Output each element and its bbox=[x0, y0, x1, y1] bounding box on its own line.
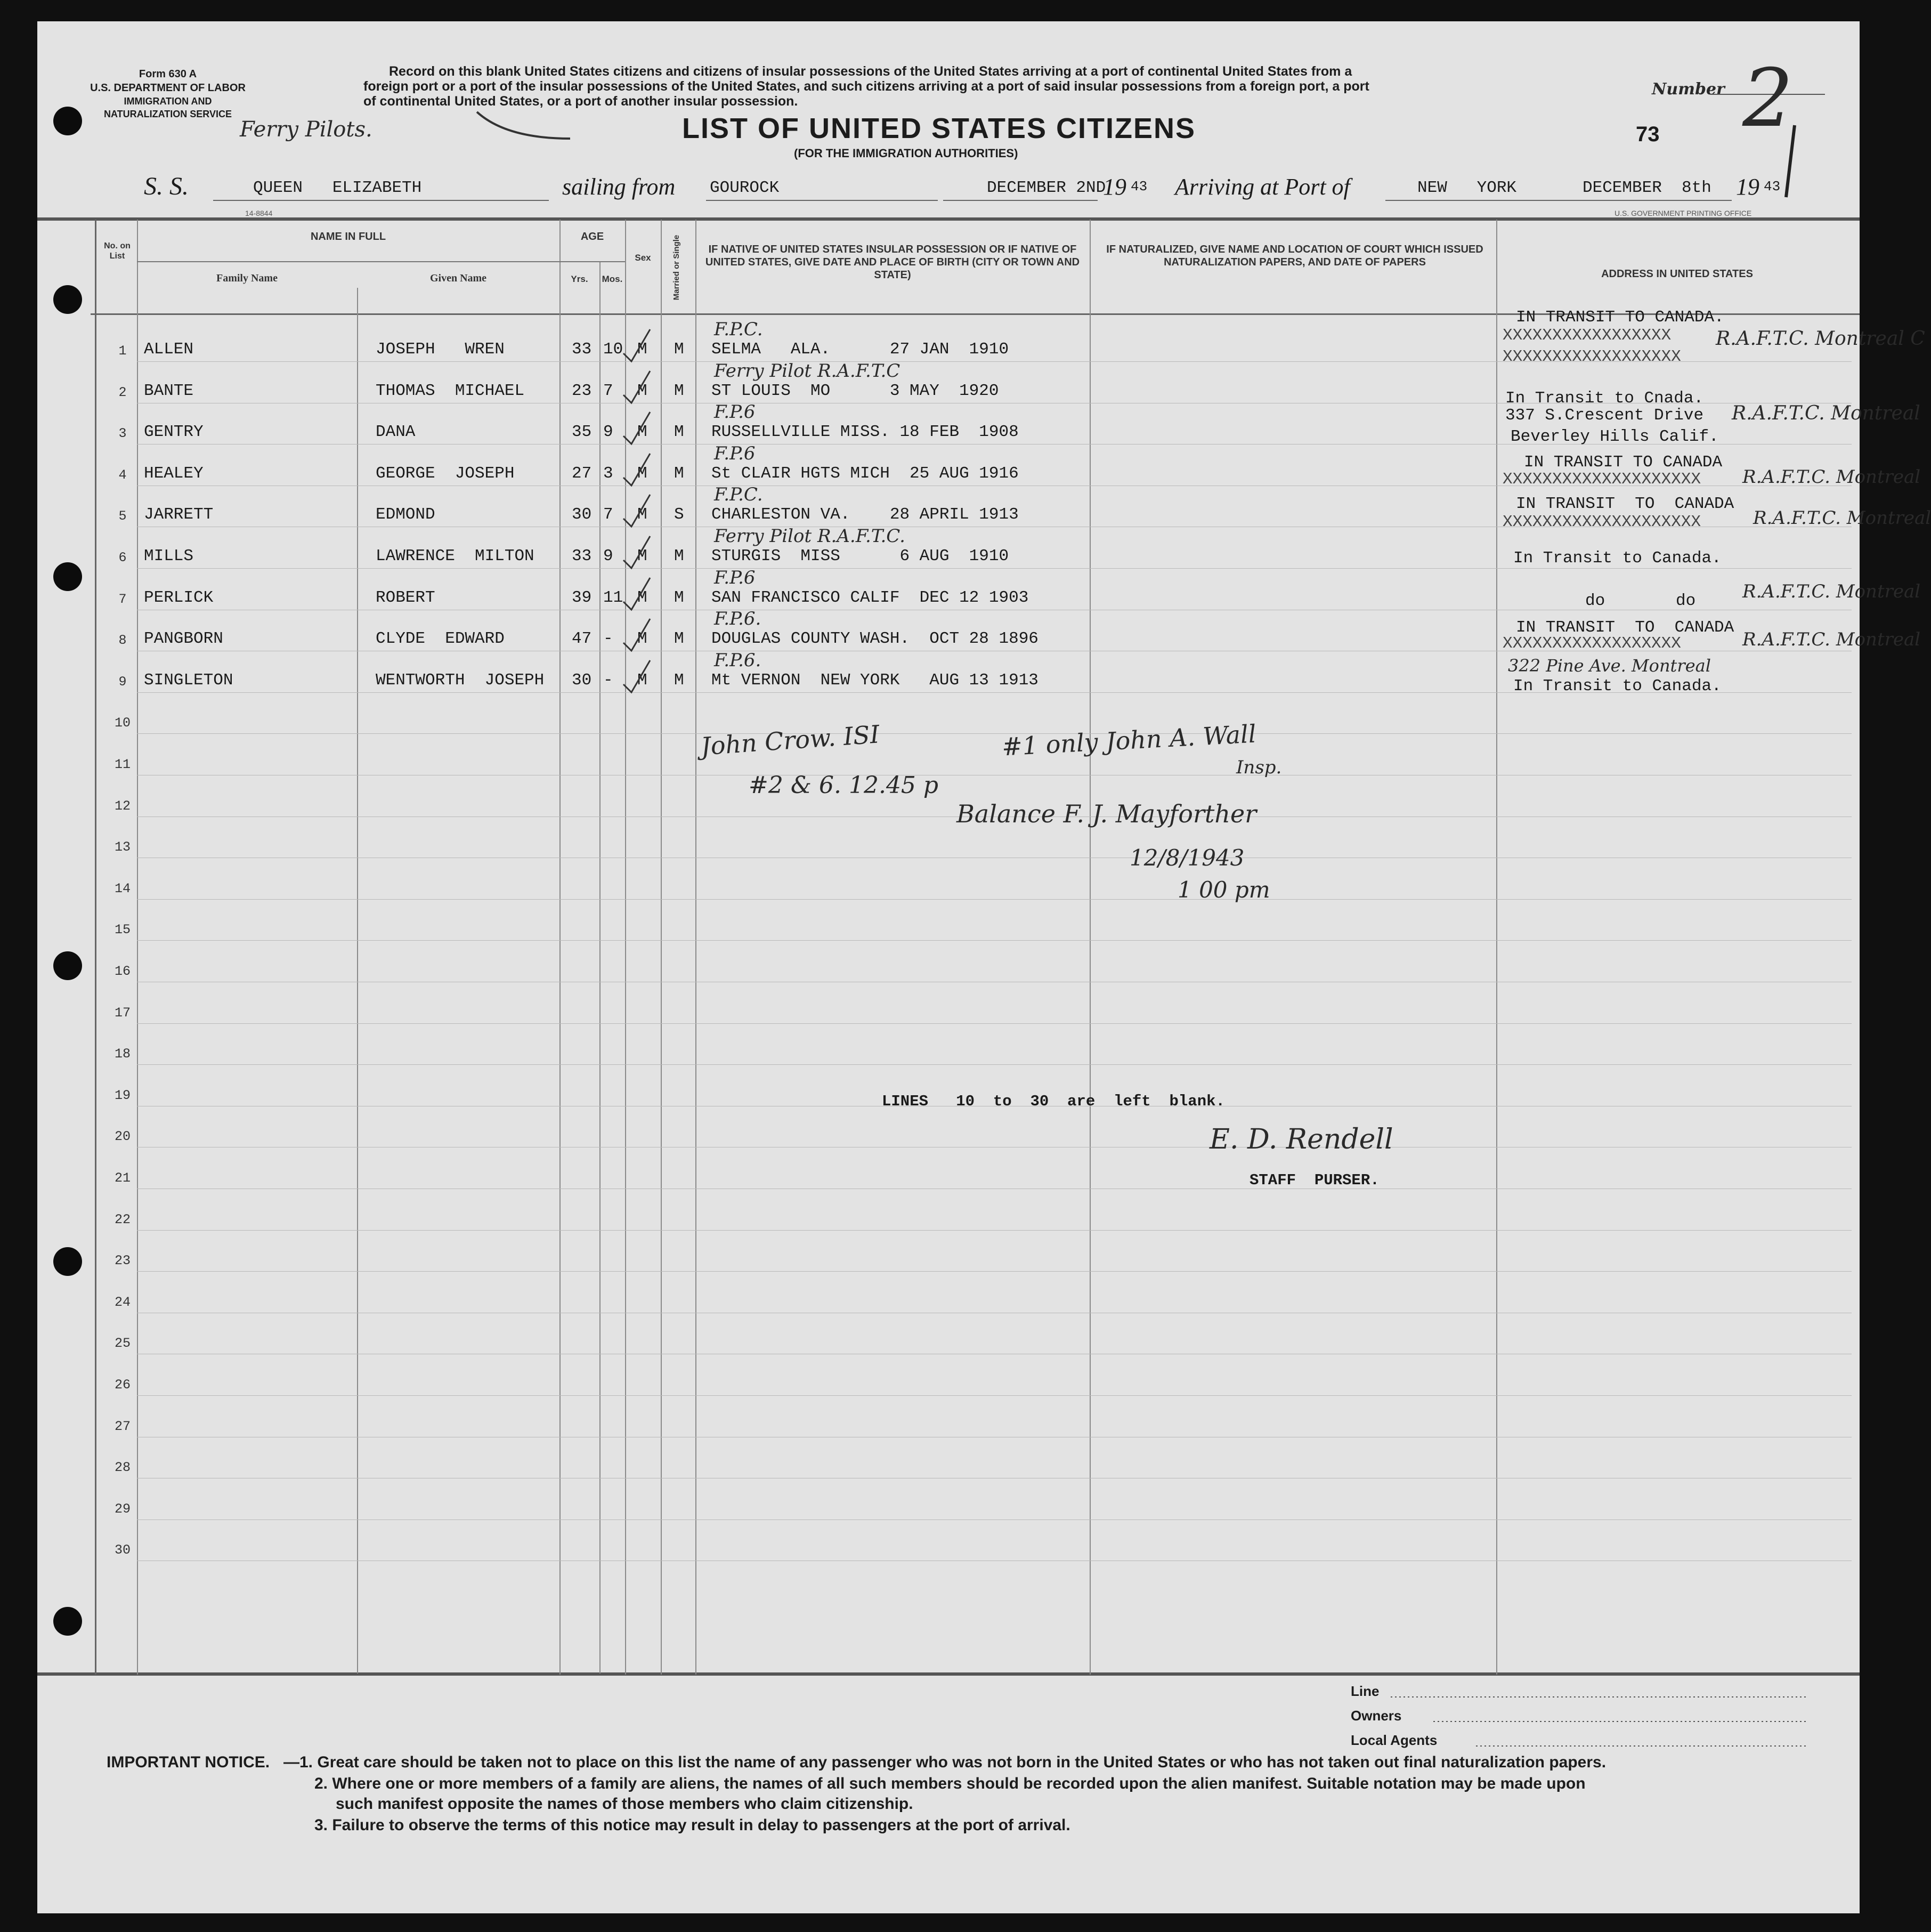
col-header-married-single: Married or Single bbox=[672, 235, 681, 301]
given-name-cell: LAWRENCE MILTON bbox=[376, 547, 534, 565]
family-name-cell: SINGLETON bbox=[144, 670, 233, 690]
birth-cell: SELMA ALA. 27 JAN 1910 bbox=[711, 340, 1009, 359]
column-divider bbox=[1090, 220, 1091, 1675]
notice-item-2-cont: such manifest opposite the names of those members who claim citizenship. bbox=[336, 1795, 913, 1813]
marital-status-cell: M bbox=[674, 629, 684, 649]
given-name-cell: ROBERT bbox=[376, 588, 435, 607]
age-years-cell: 23 bbox=[572, 381, 592, 400]
service-name: NATURALIZATION SERVICE bbox=[103, 109, 232, 119]
table-bottom-border bbox=[37, 1672, 1860, 1676]
column-divider bbox=[1496, 220, 1497, 1675]
age-years-cell: 33 bbox=[572, 547, 592, 565]
check-mark bbox=[621, 409, 653, 447]
row-number: 26 bbox=[114, 1377, 131, 1393]
given-name-cell: DANA bbox=[376, 423, 416, 442]
number-label: Number bbox=[1652, 80, 1725, 99]
age-months-cell: - bbox=[603, 629, 613, 649]
age-months-cell: - bbox=[603, 670, 613, 690]
sex-cell: M bbox=[637, 547, 647, 565]
row-rule bbox=[137, 1230, 1852, 1231]
arriving-label: Arriving at Port of bbox=[1175, 174, 1350, 200]
sex-cell: M bbox=[637, 670, 647, 690]
row-number: 15 bbox=[114, 922, 131, 938]
age-months-cell: 3 bbox=[603, 464, 613, 483]
birth-cell: RUSSELLVILLE MISS. 18 FEB 1908 bbox=[711, 423, 1019, 442]
given-name-cell: CLYDE EDWARD bbox=[376, 629, 505, 649]
department-name: U.S. DEPARTMENT OF LABOR bbox=[90, 82, 246, 94]
age-months-cell: 11 bbox=[603, 588, 623, 607]
row-number: 3 bbox=[118, 426, 127, 442]
punch-hole bbox=[53, 1607, 82, 1636]
marital-status-cell: M bbox=[674, 381, 684, 400]
staff-purser-label: STAFF PURSER. bbox=[1250, 1171, 1380, 1189]
punch-hole bbox=[53, 107, 82, 135]
birth-cell: CHARLESTON VA. 28 APRIL 1913 bbox=[711, 505, 1019, 524]
sex-cell: M bbox=[637, 340, 647, 359]
row-number: 29 bbox=[114, 1501, 131, 1517]
col-header-address: ADDRESS IN UNITED STATES bbox=[1601, 268, 1753, 280]
row-number: 1 bbox=[118, 343, 127, 359]
ss-label: S. S. bbox=[144, 172, 189, 200]
col-header-name-in-full: NAME IN FULL bbox=[310, 231, 386, 242]
marital-status-cell: M bbox=[674, 423, 684, 442]
age-years-cell: 27 bbox=[572, 464, 592, 483]
sex-cell: M bbox=[637, 505, 647, 524]
arrival-date: DECEMBER 8th bbox=[1583, 179, 1711, 197]
address-4: IN TRANSIT TO CANADA bbox=[1524, 453, 1723, 472]
check-mark bbox=[621, 658, 653, 695]
birth-cell: Mt VERNON NEW YORK AUG 13 1913 bbox=[711, 670, 1038, 690]
birth-cell: St CLAIR HGTS MICH 25 AUG 1916 bbox=[711, 464, 1019, 483]
birth-annotation: F.P.6. bbox=[714, 649, 761, 671]
birth-cell: SAN FRANCISCO CALIF DEC 12 1903 bbox=[711, 588, 1029, 607]
birth-cell: DOUGLAS COUNTY WASH. OCT 28 1896 bbox=[711, 629, 1038, 649]
given-name-cell: JOSEPH WREN bbox=[376, 340, 505, 359]
document-subtitle: (FOR THE IMMIGRATION AUTHORITIES) bbox=[794, 147, 1018, 160]
purser-signature: E. D. Rendell bbox=[1210, 1123, 1393, 1155]
row-number: 30 bbox=[114, 1542, 131, 1558]
column-divider bbox=[357, 288, 358, 1674]
row-rule bbox=[137, 1395, 1852, 1396]
form-small-mark: 14-8844 bbox=[245, 209, 273, 217]
marital-status-cell: M bbox=[674, 670, 684, 690]
ferry-pilots-note: Ferry Pilots. bbox=[240, 117, 372, 142]
address-8-handwritten: R.A.F.T.C. Montreal bbox=[1742, 629, 1921, 650]
row-number: 22 bbox=[114, 1211, 131, 1227]
footer-dotted-lines bbox=[1385, 1694, 1812, 1758]
inspector-note: Insp. bbox=[1236, 757, 1282, 778]
punch-hole bbox=[53, 951, 82, 980]
row-number: 11 bbox=[114, 757, 131, 772]
family-name-cell: BANTE bbox=[144, 381, 194, 400]
row-number: 25 bbox=[114, 1336, 131, 1352]
age-years-cell: 30 bbox=[572, 670, 592, 690]
family-name-cell: MILLS bbox=[144, 547, 194, 565]
col-header-age: AGE bbox=[580, 231, 604, 242]
birth-annotation: F.P.C. bbox=[714, 319, 763, 340]
row-number: 27 bbox=[114, 1418, 131, 1434]
address-4-crossed: XXXXXXXXXXXXXXXXXXXX bbox=[1503, 470, 1701, 489]
document-sheet bbox=[37, 21, 1931, 1913]
sailing-date: DECEMBER 2ND bbox=[987, 179, 1106, 197]
notice-item-2: 2. Where one or more members of a family are aliens, the names of all such members should be recorded upon the alien manifest. Suitable notation may be made upon bbox=[314, 1775, 1586, 1792]
sailing-from-label: sailing from bbox=[562, 174, 676, 200]
given-name-cell: EDMOND bbox=[376, 505, 435, 524]
column-divider bbox=[661, 220, 662, 1675]
address-2: Beverley Hills Calif. bbox=[1511, 427, 1719, 446]
check-mark bbox=[621, 451, 653, 488]
row-rule bbox=[137, 568, 1852, 569]
address-1-crossed: XXXXXXXXXXXXXXXXX bbox=[1503, 326, 1672, 345]
address-7-ditto: do bbox=[1585, 592, 1605, 610]
check-mark bbox=[621, 492, 653, 529]
age-months-cell: 9 bbox=[603, 423, 613, 442]
name-header-rule bbox=[137, 261, 559, 262]
row-number: 24 bbox=[114, 1294, 131, 1310]
arrival-year-prefix: 19 bbox=[1736, 174, 1759, 200]
address-6: In Transit to Canada. bbox=[1513, 549, 1722, 568]
family-name-cell: PANGBORN bbox=[144, 629, 223, 649]
inspector-note: #2 & 6. 12.45 p bbox=[749, 772, 939, 799]
row-number: 14 bbox=[114, 880, 131, 896]
age-months-cell: 7 bbox=[603, 505, 613, 524]
row-rule bbox=[137, 899, 1852, 900]
address-5-handwritten: R.A.F.T.C. Montreal bbox=[1753, 507, 1931, 529]
family-name-cell: ALLEN bbox=[144, 340, 194, 359]
page-number: 73 bbox=[1636, 123, 1660, 146]
address-5-crossed: XXXXXXXXXXXXXXXXXXXX bbox=[1503, 513, 1701, 531]
row-number: 9 bbox=[118, 674, 127, 690]
record-instructions: of continental United States, or a port of another insular possession. bbox=[363, 94, 798, 109]
sex-cell: M bbox=[637, 629, 647, 649]
arrival-port: NEW YORK bbox=[1417, 179, 1517, 197]
given-name-cell: THOMAS MICHAEL bbox=[376, 381, 525, 400]
row-rule bbox=[137, 1519, 1852, 1520]
row-number: 5 bbox=[118, 508, 127, 524]
row-rule bbox=[137, 1023, 1852, 1024]
address-2: 337 S.Crescent Drive bbox=[1505, 406, 1704, 425]
col-header-naturalized: IF NATURALIZED, GIVE NAME AND LOCATION OF COURT WHICH ISSUED NATURALIZATION PAPERS, AND DATE OF PAPERS bbox=[1106, 244, 1483, 268]
row-rule bbox=[137, 940, 1852, 941]
check-mark bbox=[621, 616, 653, 653]
address-2: In Transit to Cnada. bbox=[1505, 389, 1704, 408]
row-number: 4 bbox=[118, 467, 127, 483]
birth-annotation: F.P.6 bbox=[714, 567, 756, 588]
birth-annotation: F.P.6 bbox=[714, 442, 756, 464]
notice-item-1: —1. Great care should be taken not to place on this list the name of any passenger who was not born in the United States or who has not taken out final naturalization papers. bbox=[283, 1753, 1607, 1771]
inspector-note: #1 only John A. Wall bbox=[1001, 719, 1257, 762]
age-header-rule bbox=[559, 261, 625, 262]
family-name-cell: PERLICK bbox=[144, 588, 214, 607]
blank-lines-note: LINES 10 to 30 are left blank. bbox=[882, 1093, 1225, 1110]
inspector-note: 1 00 pm bbox=[1178, 877, 1270, 903]
sailing-port: GOUROCK bbox=[710, 179, 780, 197]
row-number: 12 bbox=[114, 798, 131, 814]
form-number: Form 630 A bbox=[139, 68, 197, 80]
address-2-handwritten: R.A.F.T.C. Montreal bbox=[1732, 402, 1920, 424]
birth-annotation: F.P.C. bbox=[714, 484, 763, 506]
punch-hole bbox=[53, 562, 82, 591]
address-1-handwritten: R.A.F.T.C. Montreal C bbox=[1716, 328, 1925, 350]
notice-title: IMPORTANT NOTICE. bbox=[107, 1753, 270, 1771]
document-title: LIST OF UNITED STATES CITIZENS bbox=[682, 112, 1196, 144]
row-rule bbox=[137, 1064, 1852, 1065]
pen-stroke bbox=[474, 107, 581, 149]
family-name-cell: HEALEY bbox=[144, 464, 204, 483]
ship-name: QUEEN ELIZABETH bbox=[253, 179, 422, 197]
punch-hole bbox=[53, 285, 82, 314]
age-years-cell: 33 bbox=[572, 340, 592, 359]
row-number: 2 bbox=[118, 384, 127, 400]
address-6-handwritten: R.A.F.T.C. Montreal bbox=[1742, 581, 1921, 602]
row-number: 20 bbox=[114, 1129, 131, 1145]
column-divider bbox=[695, 220, 696, 1675]
table-top-border bbox=[37, 217, 1860, 221]
address-7-ditto: do bbox=[1676, 592, 1696, 610]
local-agents-label: Local Agents bbox=[1351, 1732, 1438, 1748]
age-months-cell: 9 bbox=[603, 547, 613, 565]
sex-cell: M bbox=[637, 588, 647, 607]
birth-cell: STURGIS MISS 6 AUG 1910 bbox=[711, 547, 1009, 565]
col-header-given-name: Given Name bbox=[429, 272, 487, 284]
col-header-sex: Sex bbox=[635, 253, 651, 263]
record-instructions: foreign port or a port of the insular possessions of the United States, and such citizens arriving at a port of said insular possessions from a foreign port, a port bbox=[363, 79, 1369, 94]
marital-status-cell: M bbox=[674, 464, 684, 483]
age-months-cell: 7 bbox=[603, 381, 613, 400]
marital-status-cell: S bbox=[674, 505, 684, 524]
sailing-year-prefix: 19 bbox=[1103, 174, 1126, 200]
birth-annotation: F.P.6 bbox=[714, 401, 756, 423]
inspector-note: Balance F. J. Mayforther bbox=[956, 799, 1257, 828]
age-years-cell: 30 bbox=[572, 505, 592, 524]
age-months-cell: 10 bbox=[603, 340, 623, 359]
birth-annotation: Ferry Pilot R.A.F.T.C bbox=[714, 360, 900, 382]
col-header-no: No. on List bbox=[104, 241, 131, 261]
row-number: 6 bbox=[118, 550, 127, 565]
printer-mark: U.S. GOVERNMENT PRINTING OFFICE bbox=[1614, 209, 1752, 217]
table-left-border bbox=[95, 220, 96, 1675]
marital-status-cell: M bbox=[674, 340, 684, 359]
owners-label: Owners bbox=[1351, 1708, 1402, 1724]
birth-cell: ST LOUIS MO 3 MAY 1920 bbox=[711, 381, 999, 400]
row-number: 18 bbox=[114, 1046, 131, 1062]
inspector-note: 12/8/1943 bbox=[1130, 845, 1245, 871]
row-number: 10 bbox=[114, 715, 131, 731]
address-5: IN TRANSIT TO CANADA bbox=[1516, 495, 1734, 513]
row-number: 7 bbox=[118, 591, 127, 607]
line-label: Line bbox=[1351, 1683, 1380, 1699]
age-years-cell: 39 bbox=[572, 588, 592, 607]
family-name-cell: GENTRY bbox=[144, 423, 204, 442]
check-mark bbox=[621, 533, 653, 571]
voyage-underlines bbox=[37, 197, 1860, 208]
column-divider bbox=[559, 220, 561, 1675]
check-mark bbox=[621, 575, 653, 612]
col-header-yrs: Yrs. bbox=[571, 274, 588, 284]
row-rule bbox=[137, 1271, 1852, 1272]
col-header-family-name: Family Name bbox=[216, 272, 278, 284]
address-8: IN TRANSIT TO CANADA bbox=[1516, 618, 1734, 637]
sailing-year: 43 bbox=[1131, 179, 1148, 195]
service-name: IMMIGRATION AND bbox=[124, 96, 212, 107]
birth-annotation: Ferry Pilot R.A.F.T.C. bbox=[714, 526, 905, 547]
age-years-cell: 35 bbox=[572, 423, 592, 442]
row-number: 19 bbox=[114, 1087, 131, 1103]
check-mark bbox=[621, 368, 653, 406]
col-header-mos: Mos. bbox=[602, 274, 623, 284]
address-4-handwritten: R.A.F.T.C. Montreal bbox=[1742, 466, 1921, 488]
check-mark bbox=[621, 327, 653, 364]
sex-cell: M bbox=[637, 464, 647, 483]
address-8-crossed: XXXXXXXXXXXXXXXXXX bbox=[1503, 634, 1681, 653]
row-number: 17 bbox=[114, 1005, 131, 1021]
arrival-year: 43 bbox=[1764, 179, 1781, 195]
column-divider bbox=[599, 261, 601, 1674]
punch-hole bbox=[53, 1247, 82, 1276]
sex-cell: M bbox=[637, 423, 647, 442]
row-number: 16 bbox=[114, 964, 131, 979]
row-number: 13 bbox=[114, 839, 131, 855]
marital-status-cell: M bbox=[674, 547, 684, 565]
marital-status-cell: M bbox=[674, 588, 684, 607]
birth-annotation: F.P.6. bbox=[714, 608, 761, 630]
age-years-cell: 47 bbox=[572, 629, 592, 649]
sex-cell: M bbox=[637, 381, 647, 400]
pen-stroke bbox=[1780, 123, 1801, 203]
row-rule bbox=[137, 733, 1852, 734]
list-number-value: 2 bbox=[1742, 52, 1794, 145]
row-number: 28 bbox=[114, 1460, 131, 1476]
notice-item-3: 3. Failure to observe the terms of this notice may result in delay to passengers at the port of arrival. bbox=[314, 1816, 1070, 1834]
row-number: 21 bbox=[114, 1170, 131, 1186]
address-1-crossed: XXXXXXXXXXXXXXXXXX bbox=[1503, 347, 1681, 366]
family-name-cell: JARRETT bbox=[144, 505, 214, 524]
col-header-birth: IF NATIVE OF UNITED STATES INSULAR POSSESSION OR IF NATIVE OF UNITED STATES, GIVE DATE AND PLACE OF BIRTH (CITY OR TOWN AND STATE) bbox=[705, 244, 1080, 281]
row-number: 23 bbox=[114, 1253, 131, 1269]
row-number: 8 bbox=[118, 633, 127, 649]
inspector-note: John Crow. ISI bbox=[700, 720, 881, 761]
address-1: IN TRANSIT TO CANADA. bbox=[1516, 308, 1724, 327]
address-9: In Transit to Canada. bbox=[1513, 677, 1722, 696]
record-instructions: Record on this blank United States citizens and citizens of insular possessions of the United States arriving at a port of continental United States from a bbox=[389, 64, 1352, 79]
given-name-cell: WENTWORTH JOSEPH bbox=[376, 670, 545, 690]
given-name-cell: GEORGE JOSEPH bbox=[376, 464, 515, 483]
address-8-handwritten-street: 322 Pine Ave. Montreal bbox=[1508, 656, 1711, 676]
